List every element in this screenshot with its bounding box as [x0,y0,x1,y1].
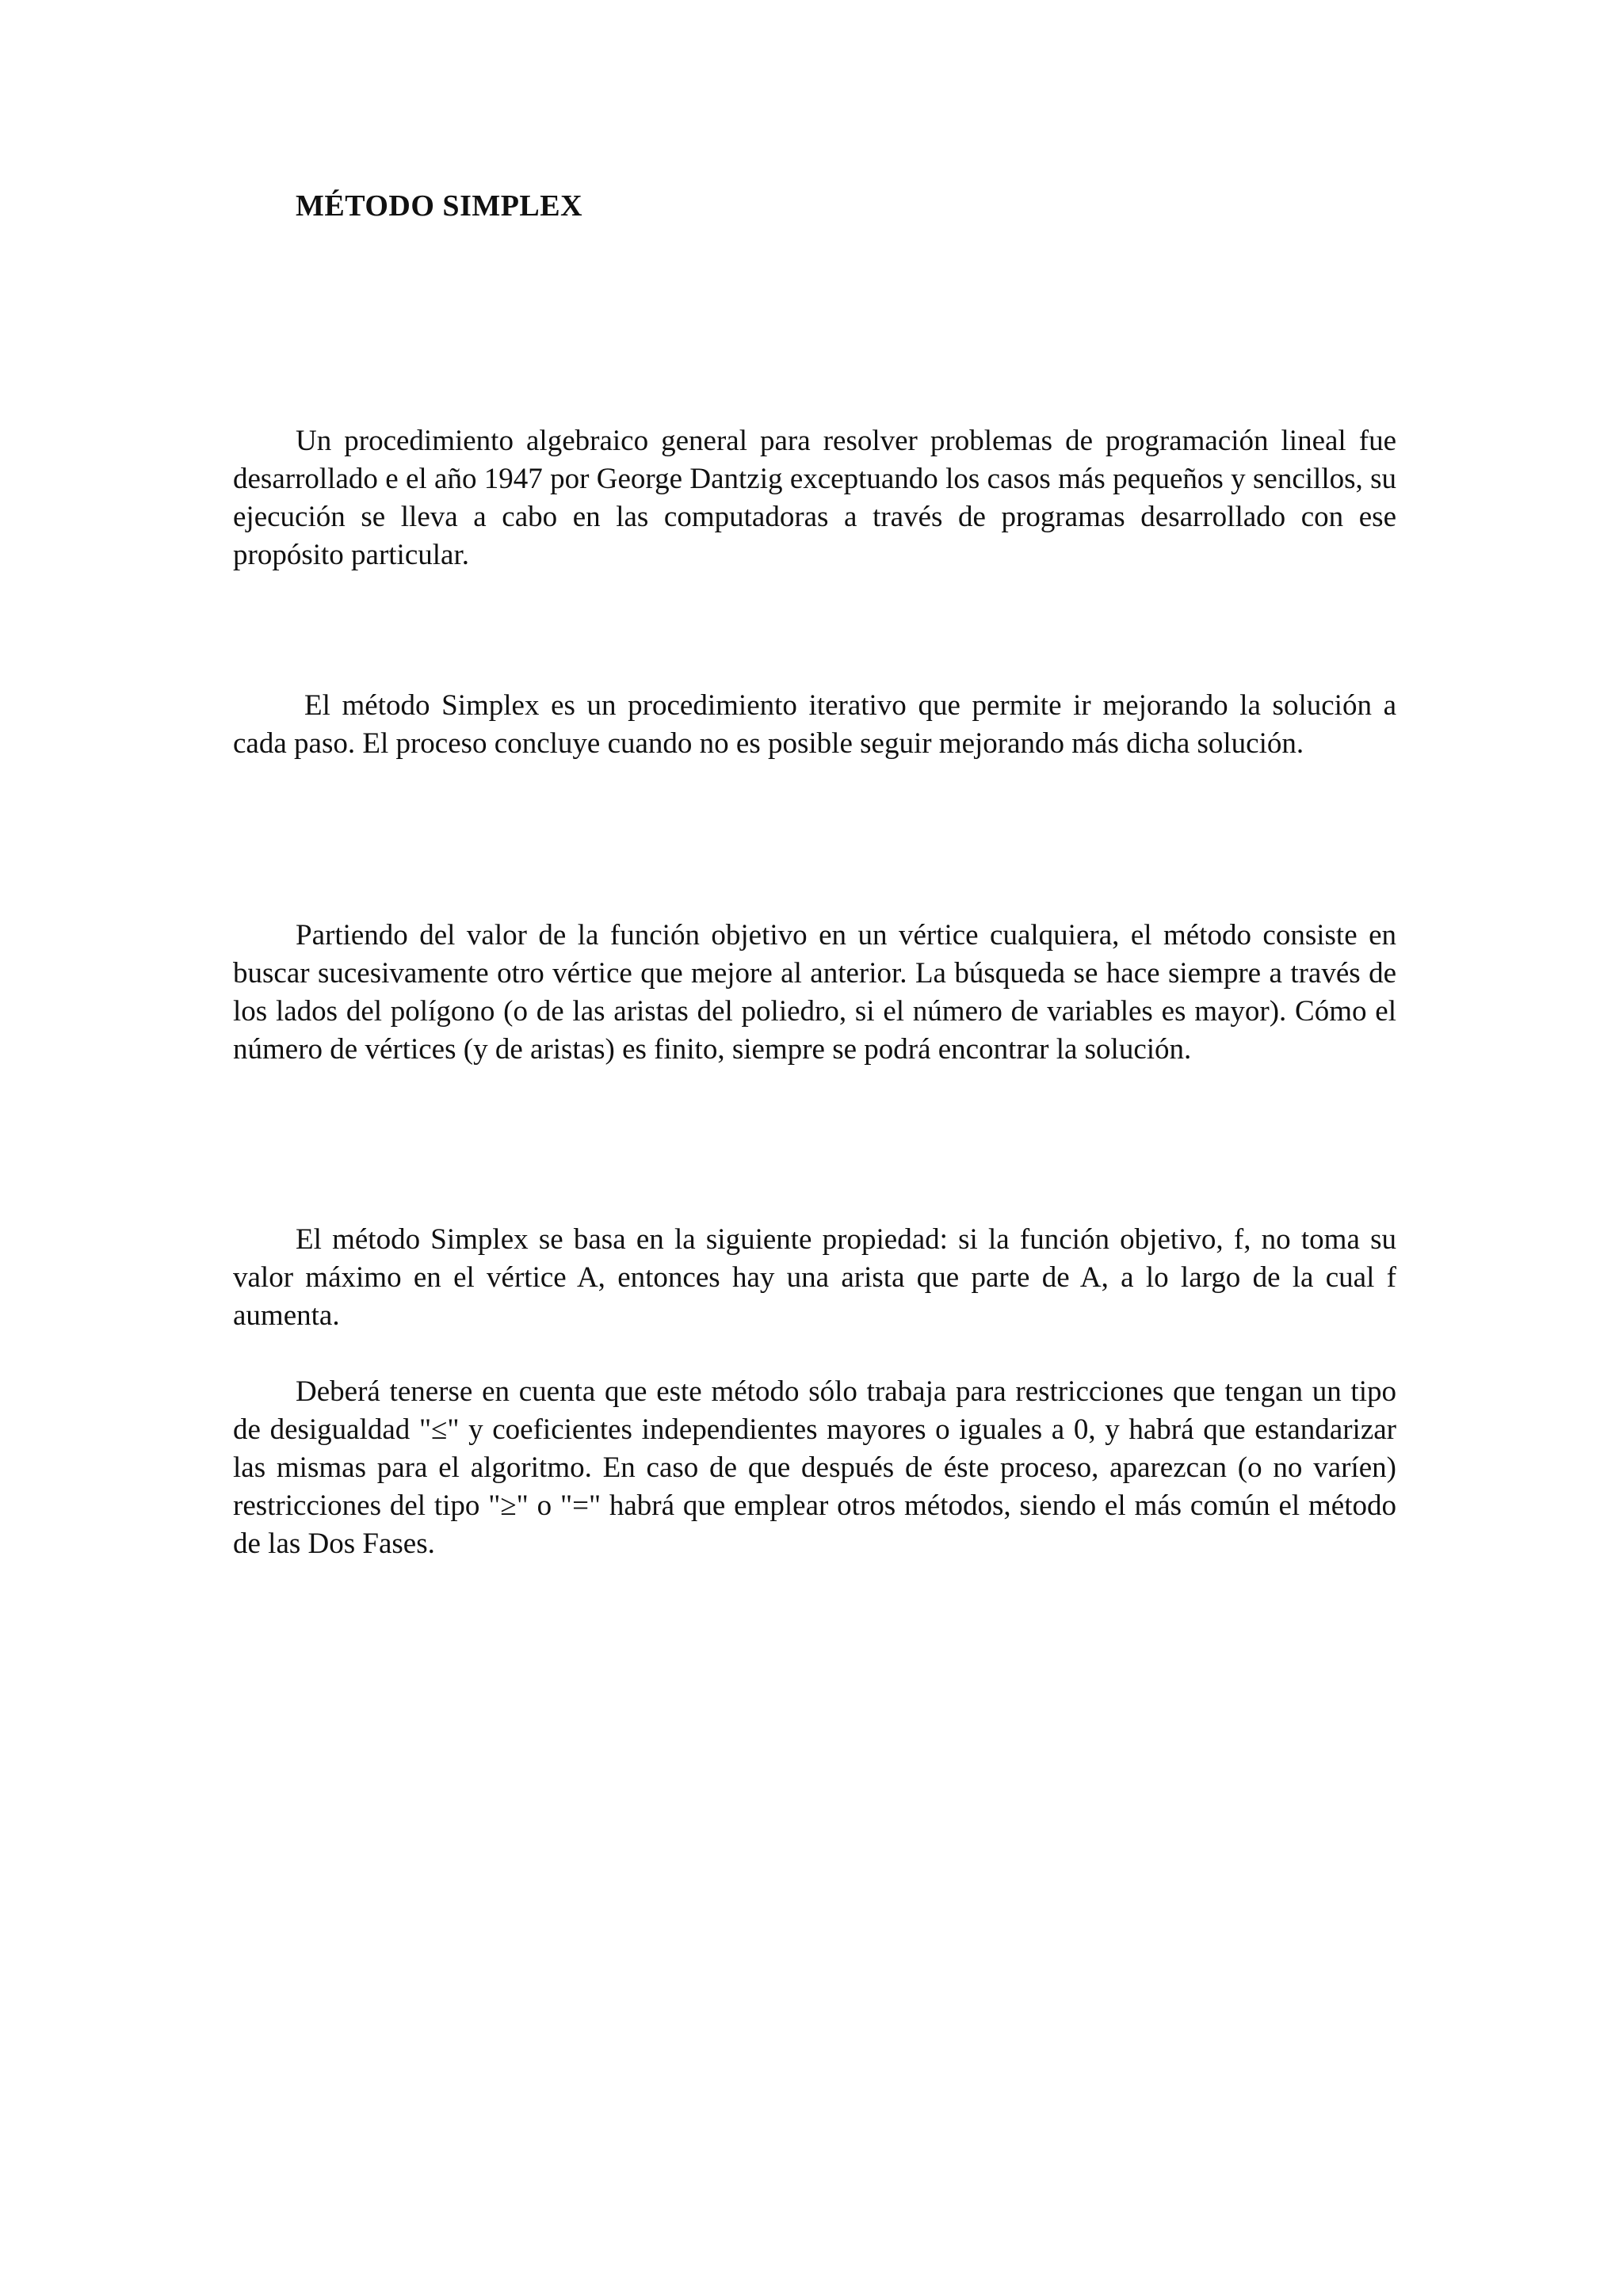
document-title: MÉTODO SIMPLEX [296,189,583,223]
paragraph-intro: Un procedimiento algebraico general para resolver problemas de programación lineal fue desarrollado e el año 1947 por George Dantzig exceptuando los casos más pequeños y sencillos, su ejecución se lleva a cabo en las computadoras a través de programas desarrollado con ese propósito particular. [233,425,1396,571]
paragraph-vertices: Partiendo del valor de la función objetivo en un vértice cualquiera, el método consiste en buscar sucesivamente otro vértice que mejore al anterior. La búsqueda se hace siempre a través de los lados del polígono (o de las aristas del poliedro, si el número de variables es mayor). Cómo el número de vértices (y de aristas) es finito, siempre se podrá encontrar la solución. [233,919,1396,1066]
paragraph-iterative: El método Simplex es un procedimiento iterativo que permite ir mejorando la solución a cada paso. El proceso concluye cuando no es posible seguir mejorando más dicha solución. [233,689,1396,760]
paragraph-restrictions: Deberá tenerse en cuenta que este método sólo trabaja para restricciones que tengan un tipo de desigualdad "≤" y coeficientes independientes mayores o iguales a 0, y habrá que estandarizar las mismas para el algoritmo. En caso de que después de éste proceso, aparezcan (o no varíen) restricciones del tipo "≥" o "=" habrá que emplear otros métodos, siendo el más común el método de las Dos Fases. [233,1375,1396,1560]
paragraph-property: El método Simplex se basa en la siguiente propiedad: si la función objetivo, f, no toma su valor máximo en el vértice A, entonces hay una arista que parte de A, a lo largo de la cual f aumenta. [233,1223,1396,1332]
